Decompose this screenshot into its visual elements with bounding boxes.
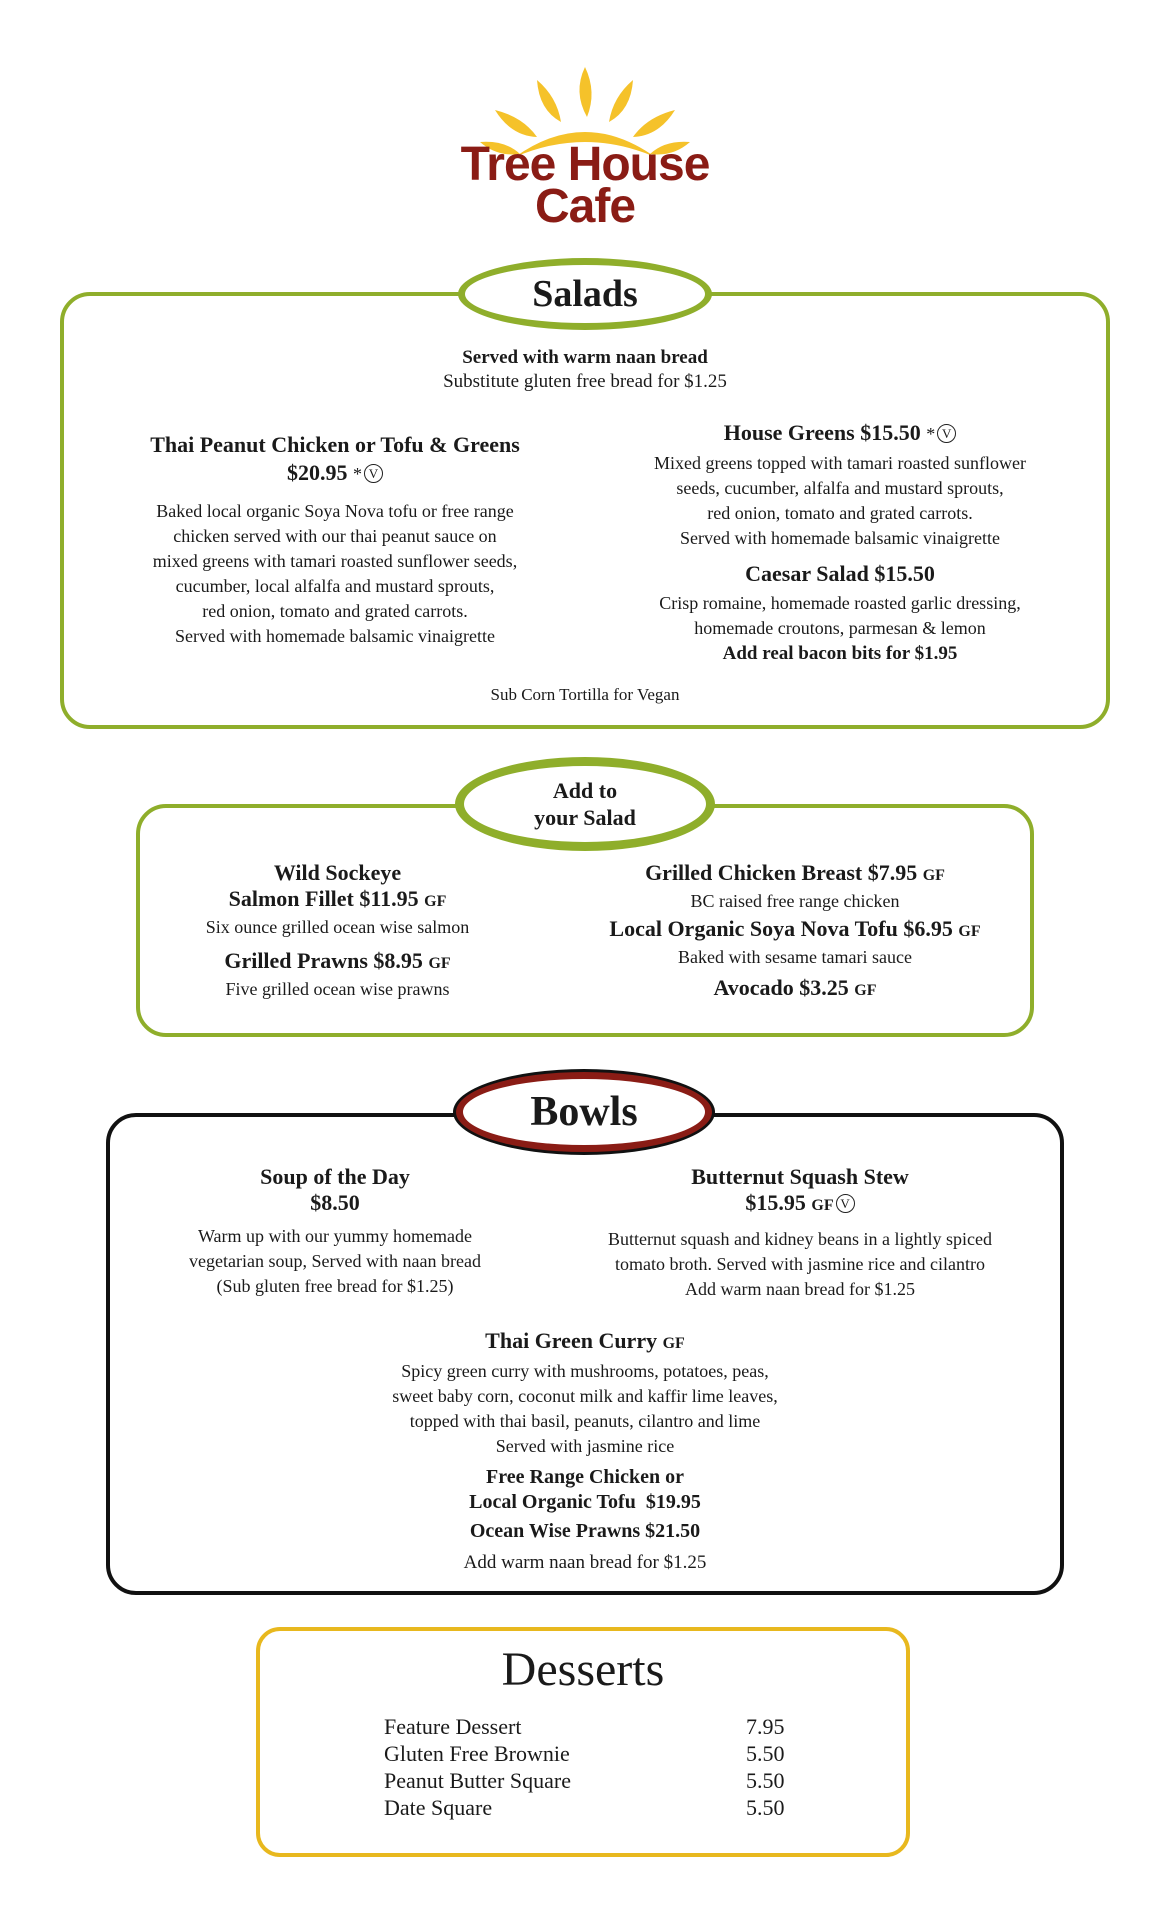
vegan-icon: V [937, 424, 956, 443]
vegan-icon: V [836, 1194, 855, 1213]
item-description: Six ounce grilled ocean wise salmon [205, 917, 470, 937]
curry-option-chicken-tofu: Free Range Chicken or [486, 1466, 684, 1488]
gf-badge: GF [922, 867, 945, 884]
bowls-heading-oval [456, 1072, 712, 1152]
item-description: Five grilled ocean wise prawns [225, 979, 450, 999]
asterisk: * [353, 464, 362, 484]
desc-line: Mixed greens topped with tamari roasted sunflower [654, 453, 1026, 473]
item-price: $20.95 [287, 460, 348, 485]
desc-line: Served with homemade balsamic vinaigrette [680, 528, 1000, 548]
caesar-name: Caesar Salad $15.50 [745, 561, 935, 586]
dessert-price: 7.95 [746, 1714, 785, 1739]
logo-line2: Cafe [534, 180, 636, 233]
dessert-name: Peanut Butter Square [384, 1768, 571, 1793]
dessert-price: 5.50 [746, 1768, 785, 1793]
add-salad-heading-line2: your Salad [534, 805, 636, 830]
desc-line: chicken served with our thai peanut sauce on [173, 526, 497, 546]
desc-line: (Sub gluten free bread for $1.25) [216, 1276, 454, 1296]
vegan-icon: V [364, 464, 383, 483]
asterisk: * [926, 424, 936, 444]
desc-line: tomato broth. Served with jasmine rice and cilantro [615, 1254, 985, 1274]
desc-line: sweet baby corn, coconut milk and kaffir lime leaves, [392, 1386, 778, 1406]
item-name: Thai Peanut Chicken or Tofu & Greens [150, 432, 520, 457]
item-description: BC raised free range chicken [690, 891, 900, 911]
item-name: Grilled Chicken Breast $7.95 [645, 860, 918, 885]
curry-option-prawns: Ocean Wise Prawns $21.50 [469, 1520, 701, 1542]
salads-footer: Sub Corn Tortilla for Vegan [490, 685, 680, 704]
bowls-heading: Bowls [530, 1089, 638, 1135]
item-name: Soup of the Day [260, 1164, 410, 1189]
item-name: Avocado $3.25 [713, 975, 849, 1000]
desc-line: mixed greens with tamari roasted sunflower seeds, [152, 551, 518, 571]
dessert-price: 5.50 [746, 1741, 785, 1766]
desc-line: red onion, tomato and grated carrots. [707, 503, 973, 523]
desc-line: Crisp romaine, homemade roasted garlic dressing, [659, 593, 1021, 613]
item-name: House Greens $15.50 [723, 420, 921, 445]
item-description [300, 1359, 870, 1459]
curry-option-price: Local Organic Tofu $19.95 [469, 1491, 701, 1513]
desc-line: Spicy green curry with mushrooms, potatoes, peas, [401, 1361, 769, 1381]
desc-line: Add warm naan bread for $1.25 [685, 1279, 915, 1299]
desc-line: Baked local organic Soya Nova tofu or free range [156, 501, 514, 521]
desc-line: red onion, tomato and grated carrots. [202, 601, 468, 621]
gf-badge: GF [854, 982, 877, 999]
item-description: Baked with sesame tamari sauce [678, 947, 912, 967]
add-salad-heading-line1: Add to [552, 778, 618, 803]
menu-item-thai-peanut [110, 432, 560, 649]
dessert-price: 5.50 [746, 1795, 785, 1820]
gf-badge: GF [958, 923, 981, 940]
desc-line: topped with thai basil, peanuts, cilantro and lime [409, 1411, 761, 1431]
desc-line: cucumber, local alfalfa and mustard sprouts, [175, 576, 495, 596]
gf-badge: GF [811, 1197, 834, 1214]
desc-line: homemade croutons, parmesan & lemon [694, 618, 986, 638]
menu-item-soup [140, 1164, 530, 1299]
gf-badge: GF [424, 893, 447, 910]
item-name: Grilled Prawns $8.95 [224, 948, 423, 973]
dessert-name: Gluten Free Brownie [384, 1741, 570, 1766]
caesar-addon: Add real bacon bits for $1.95 [722, 643, 958, 664]
curry-addon: Add warm naan bread for $1.25 [463, 1552, 707, 1573]
addon-salmon [150, 860, 525, 940]
addon-chicken [570, 860, 1020, 914]
item-name: Butternut Squash Stew [691, 1164, 909, 1189]
menu-item-stew [555, 1164, 1045, 1302]
desc-line: seeds, cucumber, alfalfa and mustard sprouts, [676, 478, 1004, 498]
logo-line1: Tree House [460, 138, 710, 191]
desc-line: Served with homemade balsamic vinaigrette [175, 626, 495, 646]
dessert-name: Date Square [384, 1795, 493, 1820]
gf-badge: GF [428, 955, 451, 972]
salads-heading-oval [458, 258, 712, 330]
salads-intro: Substitute gluten free bread for $1.25 [443, 371, 727, 392]
item-name: Local Organic Soya Nova Tofu $6.95 [609, 916, 953, 941]
caesar-description [600, 591, 1080, 641]
desserts-heading: Desserts [501, 1643, 665, 1696]
item-name: Wild Sockeye [273, 860, 402, 885]
menu-item-house-greens [600, 420, 1080, 667]
desc-line: Served with jasmine rice [495, 1436, 675, 1456]
dessert-name: Feature Dessert [384, 1714, 522, 1739]
item-price: Salmon Fillet $11.95 [228, 886, 419, 911]
gf-badge: GF [662, 1335, 685, 1352]
item-description [600, 451, 1080, 551]
item-description [110, 499, 560, 649]
item-price: $8.50 [310, 1190, 360, 1215]
add-salad-heading-oval [455, 757, 715, 851]
desc-line: vegetarian soup, Served with naan bread [189, 1251, 481, 1271]
desc-line: Butternut squash and kidney beans in a lightly spiced [608, 1229, 992, 1249]
desc-line: Warm up with our yummy homemade [198, 1226, 472, 1246]
item-price: $15.95 [745, 1190, 806, 1215]
item-name: Thai Green Curry [485, 1328, 658, 1353]
salads-heading: Salads [532, 273, 638, 315]
item-description [555, 1227, 1045, 1302]
salads-intro-bold: Served with warm naan bread [462, 347, 708, 368]
addon-prawns [150, 948, 525, 1002]
item-description [140, 1224, 530, 1299]
menu-item-green-curry [300, 1328, 870, 1575]
addon-avocado [570, 975, 1020, 1004]
addon-tofu [570, 916, 1020, 970]
